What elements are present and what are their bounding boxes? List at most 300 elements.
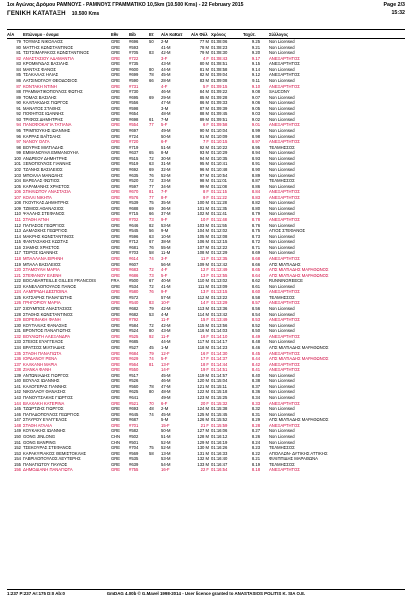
cell-name: ΒΡΟΝΤΟΣ ΠΑΝΑΓΙΩΤΗΣ (23, 328, 71, 334)
cell-club: ΑΝΕΞΑΡΤΗΤΟΣ (269, 422, 300, 428)
cell-club: Non Licensed (269, 39, 295, 44)
cell-bib: #715 (129, 211, 139, 217)
cell-club: SAUCONY (269, 89, 290, 95)
cell-bib: #701 (129, 422, 139, 428)
cell-speed: 8.31 (251, 411, 261, 417)
cell-year: 63 (149, 233, 154, 239)
cell-year: 67 (149, 239, 154, 245)
cell-nationality: GRE (111, 322, 121, 328)
cell-gender-rank: 79 M (199, 50, 209, 56)
cell-rank: 150 (14, 433, 21, 439)
cell-name: ΒΟΥΛΙΩΤΗ ΑΛΕΞΑΝΔΡΑ (23, 333, 70, 339)
cell-gender-rank: 85 M (199, 94, 209, 100)
cell-bib: #697 (129, 128, 139, 133)
cell-nationality: GRE (111, 228, 121, 234)
cell-speed: 8.89 (251, 172, 261, 178)
cell-rank: 93 (16, 116, 21, 122)
cell-nationality: GRE (111, 66, 121, 72)
cell-name: ΣΤΑΘΗ ΑΓΝΗ (23, 217, 49, 222)
cell-time: 01:10:22 (211, 144, 228, 150)
cell-nationality: GRE (111, 306, 121, 311)
col-name: Επώνυμο - όνομα (23, 30, 111, 39)
cell-speed: 8.26 (251, 433, 261, 439)
cell-speed: 8.33 (251, 400, 261, 406)
cell-speed: 8.21 (251, 456, 261, 462)
cell-club: ΑΝΕΞΑΡΤΗΤΟΣ (269, 61, 300, 67)
cell-name: ΣΤΕΦΑΝΟΥ ΕΛΕΝΗ (23, 272, 62, 278)
cell-club: Non Licensed (269, 105, 295, 111)
cell-club: RUNNINGREECE (269, 278, 303, 284)
cell-rank: 102 (14, 166, 21, 172)
cell-gender-rank: 125 M (197, 411, 209, 417)
cell-rank: 109 (14, 205, 21, 211)
cell-nationality: GRE (111, 200, 121, 206)
cell-bib: #625 (129, 389, 139, 395)
cell-year: 69 (149, 94, 154, 100)
cell-category-rank: 15-F (161, 422, 170, 428)
cell-rank: 131 (14, 328, 21, 334)
cell-bib: #696 (129, 39, 139, 44)
cell-gender-rank: 120 M (197, 378, 209, 384)
cell-gender-rank: 87 M (199, 105, 209, 111)
cell-category-rank: 11-M (161, 250, 171, 256)
cell-time: 01:08:43 (211, 55, 228, 61)
cell-category-rank: 11-F (161, 333, 170, 339)
cell-name: ΙΟΡΔΑΝΟΥ ΡΕΝΑ (23, 356, 57, 362)
cell-category-rank: 40-M (161, 278, 171, 284)
cell-bib: #720 (129, 139, 139, 145)
cell-bib: #576 (129, 194, 139, 200)
cell-bib: #582 (129, 428, 139, 434)
cell-speed: 8.79 (251, 211, 261, 217)
cell-name: ΑΝΔΡΕΟΥ ΔΗΜΗΤΡΗΣ (23, 155, 68, 161)
cell-nationality: GRE (111, 294, 121, 300)
cell-speed: 8.73 (251, 233, 261, 239)
cell-bib: #593 (129, 44, 139, 50)
cell-bib: #646 (129, 222, 139, 228)
print-time: 15:32 (391, 10, 405, 16)
cell-rank: 80 (16, 44, 21, 50)
cell-year: 72 (149, 283, 154, 289)
cell-speed: 8.29 (251, 417, 261, 423)
cell-rank: 118 (14, 255, 21, 261)
cell-nationality: GRE (111, 155, 121, 161)
cell-bib: #693 (129, 406, 139, 412)
cell-club: Non Licensed (269, 395, 295, 400)
cell-category-rank: 42-M (161, 322, 171, 328)
cell-speed: 8.46 (251, 344, 261, 350)
cell-speed: 8.87 (251, 178, 261, 184)
cell-gender-rank: 101 M (197, 205, 209, 211)
cell-bib: #598 (129, 105, 139, 111)
cell-speed: 8.93 (251, 155, 261, 161)
cell-name: ΖΙΑΝΚΑ ΦΑΝΗ (23, 367, 52, 373)
cell-rank: 85 (16, 72, 21, 78)
cell-speed: 9.08 (251, 89, 261, 95)
cell-rank: 96 (16, 133, 21, 139)
cell-name: ΜΠΑΛΛΑΝΑ ΕΙΡΗΝΗ (23, 255, 64, 261)
cell-club: Non Licensed (269, 244, 295, 250)
cell-rank: 114 (14, 233, 21, 239)
cell-gender-rank: 86 M (199, 100, 209, 106)
cell-name: ΒΟΥΛΑΣ ΙΩΑΝΝΗΣ (23, 378, 60, 384)
cell-category-rank: 48-M (161, 389, 171, 395)
cell-name: ΤΖΙΜΟΣ ΑΘΑΝΑΣΙΟΣ (23, 205, 64, 211)
cell-club: Non Licensed (269, 161, 295, 167)
cell-bib: #730 (129, 89, 139, 95)
cell-club: Non Licensed (269, 328, 295, 334)
cell-speed: 8.90 (251, 166, 261, 172)
cell-club: ΦΙΛΙΠΠΙΔΗΣ ΜΑΡΑΘΩΝΑ (269, 456, 318, 462)
cell-club: ΑΝΕΞΑΡΤΗΤΟΣ (269, 83, 300, 89)
cell-speed: 8.80 (251, 205, 261, 211)
cell-club: Non Licensed (269, 100, 295, 106)
cell-category-rank: 55-M (161, 244, 171, 250)
cell-club: ΑΠΣ ΜΙΛΤΙΑΔΗΣ ΜΑΡΑΘΩΝΟΣ (269, 356, 329, 362)
cell-time: 01:08:23 (211, 44, 228, 50)
cell-bib: #525 (129, 333, 139, 339)
cell-gender-rank: 100 M (197, 200, 209, 206)
cell-nationality: GRE (111, 189, 121, 195)
cell-speed: 9.14 (251, 66, 261, 72)
cell-nationality: GRE (111, 55, 121, 61)
cell-category-rank: 46-M (161, 89, 171, 95)
cell-club: ΤΕΛΜΗΣΣΟΣ (269, 294, 295, 300)
cell-gender-rank: 14 F (200, 300, 209, 306)
cell-bib: #735 (129, 61, 139, 67)
cell-bib: #597 (129, 183, 139, 189)
cell-speed: 8.61 (251, 283, 261, 289)
cell-name: ΤΖΩΡΤΖΗΣ ΓΙΩΡΓΟΣ (23, 406, 64, 412)
cell-category-rank: 13-F (161, 361, 170, 367)
cell-rank: 106 (14, 189, 21, 195)
cell-gender-rank: 83 M (199, 77, 209, 83)
cell-gender-rank: 96 M (199, 166, 209, 172)
cell-bib: #560 (129, 383, 139, 389)
cell-nationality: GRE (111, 283, 121, 289)
cell-category-rank: 54-M (161, 461, 171, 467)
cell-gender-rank: 113 M (197, 306, 209, 311)
cell-speed: 8.69 (251, 250, 261, 256)
cell-rank: 112 (14, 222, 21, 228)
cell-rank: 79 (16, 39, 21, 44)
cell-rank: 130 (14, 322, 21, 328)
cell-nationality: GRE (111, 161, 121, 167)
cell-speed: 8.27 (251, 428, 261, 434)
cell-nationality: GRE (111, 467, 121, 473)
cell-category-rank: 41-M (161, 44, 171, 50)
cell-speed: 8.19 (251, 461, 261, 467)
cell-time: 01:09:33 (211, 100, 228, 106)
cell-nationality: GRE (111, 83, 121, 89)
cell-club: Non Licensed (269, 411, 295, 417)
cell-name: ΤΟΜΑΣ ΒΑΣΙΛΗΣ (23, 94, 57, 100)
cell-speed: 8.82 (251, 200, 261, 206)
cell-bib: #519 (129, 161, 139, 167)
cell-time: 01:09:45 (211, 111, 228, 117)
cell-bib: #580 (129, 289, 139, 295)
cell-nationality: GRE (111, 383, 121, 389)
cell-rank: 149 (14, 428, 21, 434)
cell-speed: 8.24 (251, 439, 261, 445)
cell-rank: 103 (14, 172, 21, 178)
cell-category-rank: 36-M (161, 205, 171, 211)
cell-year: 58 (149, 250, 154, 256)
cell-time: 01:10:04 (211, 128, 228, 133)
cell-nationality: GRE (111, 111, 121, 117)
cell-bib: #569 (129, 450, 139, 456)
cell-name: ΤΡΙΜΠΟΥΚΗΣ ΙΩΑΝΝΗΣ (23, 128, 71, 133)
cell-time: 01:15:11 (211, 383, 227, 389)
cell-name: ΜΠΟΛΛΑ ΜΑΝΩΛΗΣ (23, 172, 63, 178)
cell-name: ΓΑΒΡΙΛΟΠΟΥΛΟΣ ΛΕΥΤΕΡΗΣ (23, 456, 81, 462)
cell-club: Non Licensed (269, 239, 295, 245)
cell-year: 76 (149, 289, 154, 295)
cell-speed: 8.49 (251, 333, 261, 339)
cell-club: ΑΠΣ ΜΙΛΤΙΑΔΗΣ ΜΑΡΑΘΩΝΟΣ (269, 344, 329, 350)
cell-name: ΚΑΡΡΑΣ ΒΑΪΤΣΑΗΣ (23, 133, 61, 139)
cell-gender-rank: 11 F (200, 255, 209, 261)
cell-name: ΤΡΙΦΟΣ ΔΗΜΗΤΡΗΣ (23, 116, 63, 122)
cell-name: GONG BANPING (23, 439, 56, 445)
cell-bib: #564 (129, 361, 139, 367)
cell-speed: 8.97 (251, 139, 261, 145)
cell-gender-rank: 21 F (200, 422, 209, 428)
cell-category-rank: 29-M (161, 94, 171, 100)
cell-category-rank: 7-M (161, 116, 169, 122)
cell-bib: #639 (129, 461, 139, 467)
cell-category-rank: 5-F (161, 272, 168, 278)
cell-category-rank: 4-M (161, 311, 169, 317)
cell-time: 01:15:18 (211, 389, 228, 395)
cell-club: ΑΝΕΞΑΡΤΗΤΟΣ (269, 72, 300, 78)
cell-year: 78 (149, 72, 154, 78)
cell-category-rank: 48-M (161, 111, 171, 117)
cell-gender-rank: 4 F (202, 55, 209, 61)
cell-nationality: GRE (111, 72, 121, 78)
cell-club: Non Licensed (269, 94, 295, 100)
cell-year: 72 (149, 178, 154, 184)
cell-club: Non Licensed (269, 322, 295, 328)
cell-name: ΔΗΜΟΔΙΑΝΗ ΠΑΝΑΓΙΩΤΑ (23, 467, 73, 473)
cell-rank: 132 (14, 333, 21, 339)
cell-name: ΣΤΑΘΗ ΑΓΛΑΙΑ (23, 422, 53, 428)
cell-gender-rank: 108 M (197, 250, 209, 256)
cell-rank: 122 (14, 278, 21, 284)
cell-bib: #702 (129, 217, 139, 222)
cell-gender-rank: 98 M (199, 178, 209, 184)
cell-year: 92 (149, 333, 154, 339)
cell-nationality: GRE (111, 428, 121, 434)
cell-year: 67 (149, 278, 154, 284)
report-header (7, 2, 405, 29)
cell-club: Non Licensed (269, 433, 295, 439)
cell-bib: #722 (129, 55, 139, 61)
cell-rank: 145 (14, 406, 21, 412)
col-category-rank: Α/Α Κατ (161, 31, 177, 37)
cell-club: Non Licensed (269, 166, 295, 172)
cell-bib: #526 (129, 378, 139, 384)
cell-time: 01:15:32 (211, 400, 228, 406)
cell-category-rank: 11-F (161, 317, 170, 323)
cell-gender-rank: 6 F (202, 122, 209, 128)
cell-club: Non Licensed (269, 183, 295, 189)
cell-club: Non Licensed (269, 383, 295, 389)
cell-gender-rank: 17 F (200, 356, 209, 362)
cell-time: 01:16:33 (211, 450, 228, 456)
cell-category-rank: 9-F (161, 217, 168, 222)
cell-name: ΦΑΝΤΑΣΑΚΗΣ ΚΩΣΤΑΣ (23, 239, 69, 245)
cell-nationality: GRE (111, 456, 121, 462)
cell-rank: 86 (16, 77, 21, 83)
cell-bib: #535 (129, 456, 139, 462)
cell-nationality: GRE (111, 250, 121, 256)
cell-bib: #527 (129, 344, 139, 350)
cell-speed: 8.91 (251, 161, 261, 167)
cell-nationality: GRE (111, 372, 121, 378)
cell-time: 01:12:55 (211, 272, 228, 278)
cell-rank: 116 (14, 244, 21, 250)
cell-gender-rank: 118 M (197, 344, 209, 350)
cell-category-rank: 8-M (161, 150, 169, 156)
cell-name: ΚΑΡΑΜΑΝΗΣ ΧΡΗΣΤΟΣ (23, 183, 70, 189)
cell-category-rank: 13-M (161, 450, 171, 456)
cell-rank: 148 (14, 422, 21, 428)
cell-nationality: GRE (111, 44, 121, 50)
cell-time: 01:12:22 (211, 244, 228, 250)
cell-name: ΚΑΤΣΑΡΗΣ ΠΑΝΑΓΙΩΤΗΣ (23, 294, 73, 300)
footer-stats: 1:237 P:237 Ar:175 D:0 Ab:0 (7, 591, 65, 596)
cell-club: Non Licensed (269, 339, 295, 345)
cell-speed: 8.18 (251, 467, 261, 473)
cell-speed: 9.25 (251, 39, 261, 44)
results-table (7, 29, 405, 473)
cell-category-rank: 6-F (161, 139, 168, 145)
cell-gender-rank: 15 F (200, 317, 209, 323)
cell-nationality: GRE (111, 450, 121, 456)
cell-time: 01:10:35 (211, 155, 228, 161)
cell-category-rank: 37-M (161, 211, 171, 217)
cell-name: ΛΑΜΠΡΙΔΗ ΔΕΣΠΟΙΝΑ (23, 289, 68, 295)
cell-year: 70 (149, 400, 154, 406)
col-nationality: Εθν (111, 30, 129, 39)
cell-nationality: GRE (111, 400, 121, 406)
cell-year: 56 (149, 228, 154, 234)
cell-gender-rank: 128 M (197, 433, 209, 439)
cell-year: 53 (149, 311, 154, 317)
cell-year: 63 (149, 161, 154, 167)
cell-club: ΑΝΕΞΑΡΤΗΤΟΣ (269, 361, 300, 367)
col-rank: Α/Α (7, 30, 23, 39)
cell-gender-rank: 92 M (199, 144, 209, 150)
cell-bib: #540 (129, 300, 139, 306)
cell-bib: #554 (129, 122, 139, 128)
cell-bib: #699 (129, 72, 139, 78)
cell-speed: 8.98 (251, 133, 261, 139)
cell-nationality: GRE (111, 233, 121, 239)
cell-speed: 8.45 (251, 350, 261, 356)
cell-name: BOCABARTEILLE GILLES FRANCOIS (23, 278, 96, 284)
cell-gender-rank: 88 M (199, 111, 209, 117)
cell-time: 01:08:06 (211, 39, 228, 44)
cell-bib: #515 (129, 155, 139, 161)
cell-bib: #724 (129, 133, 139, 139)
cell-bib: #641 (129, 395, 139, 400)
cell-time: 01:08:51 (211, 61, 228, 67)
cell-gender-rank: 90 M (199, 128, 209, 133)
cell-category-rank: 28-M (161, 77, 171, 83)
cell-time: 01:12:49 (211, 267, 228, 273)
cell-rank: 128 (14, 311, 21, 317)
cell-bib: #584 (129, 322, 139, 328)
cell-time: 01:11:35 (211, 205, 227, 211)
cell-nationality: GRE (111, 289, 121, 295)
cell-time: 01:15:38 (211, 406, 228, 412)
cell-nationality: GRE (111, 461, 121, 467)
cell-gender-rank: 119 M (197, 372, 209, 378)
cell-speed: 9.05 (251, 105, 261, 111)
cell-bib: #654 (129, 111, 139, 117)
cell-club: Non Licensed (269, 311, 295, 317)
cell-year: 66 (149, 77, 154, 83)
cell-gender-rank: 133 M (197, 461, 209, 467)
cell-time: 01:09:04 (211, 72, 228, 78)
cell-nationality: GRE (111, 389, 121, 395)
cell-speed: 8.66 (251, 261, 261, 267)
cell-speed: 9.17 (251, 55, 261, 61)
cell-name: ΝΙΚΟΛΑΟΥ ΘΑΝΑΣΗΣ (23, 389, 66, 395)
cell-bib: #703 (129, 250, 139, 256)
cell-bib: #501 (129, 439, 139, 445)
cell-name: ΠΑΝΑΓΙΩΤΟΥ ΠΑΥΛΟΣ (23, 461, 68, 467)
cell-time: 01:11:01 (211, 178, 227, 184)
col-gender-rank: Α/Α Φύλ (191, 30, 211, 39)
cell-gender-rank: 80 M (199, 61, 209, 67)
cell-year: 81 (149, 361, 154, 367)
cell-speed: 8.84 (251, 189, 261, 195)
cell-category-rank: 5-M (161, 417, 169, 423)
cell-bib: #600 (129, 66, 139, 72)
cell-time: 01:09:39 (211, 105, 228, 111)
cell-nationality: GRE (111, 39, 121, 44)
cell-nationality: GRE (111, 166, 121, 172)
cell-year: 48 (149, 406, 154, 412)
cell-nationality: GRE (111, 378, 121, 384)
cell-rank: 125 (14, 294, 21, 300)
cell-bib: #712 (129, 239, 139, 245)
cell-gender-rank: 9 F (202, 194, 209, 200)
cell-nationality: GRE (111, 183, 121, 189)
cell-category-rank: 4-F (161, 267, 168, 273)
cell-name: ΚΟΛΛΙ ΝΙΚΗΤΑ (23, 194, 52, 200)
cell-category-rank: 2-M (161, 39, 169, 44)
cell-category-rank: 52-M (161, 172, 171, 178)
cell-rank: 136 (14, 356, 21, 362)
cell-year: 74 (149, 356, 154, 362)
cell-gender-rank: 106 M (197, 239, 209, 245)
cell-category-rank: 6-F (161, 400, 168, 406)
cell-year: 73 (149, 272, 154, 278)
cell-club: Non Licensed (269, 116, 295, 122)
cell-time: 01:14:17 (211, 339, 228, 345)
cell-rank: 89 (16, 94, 21, 100)
cell-time: 01:12:08 (211, 233, 228, 239)
cell-time: 01:12:15 (211, 239, 228, 245)
cell-time: 01:13:09 (211, 283, 228, 289)
cell-name: ΒΑΡΕΛΑΣ ΦΩΤΙΟΣ (23, 178, 60, 184)
cell-time: 01:11:15 (211, 189, 227, 195)
cell-rank: 105 (14, 183, 21, 189)
